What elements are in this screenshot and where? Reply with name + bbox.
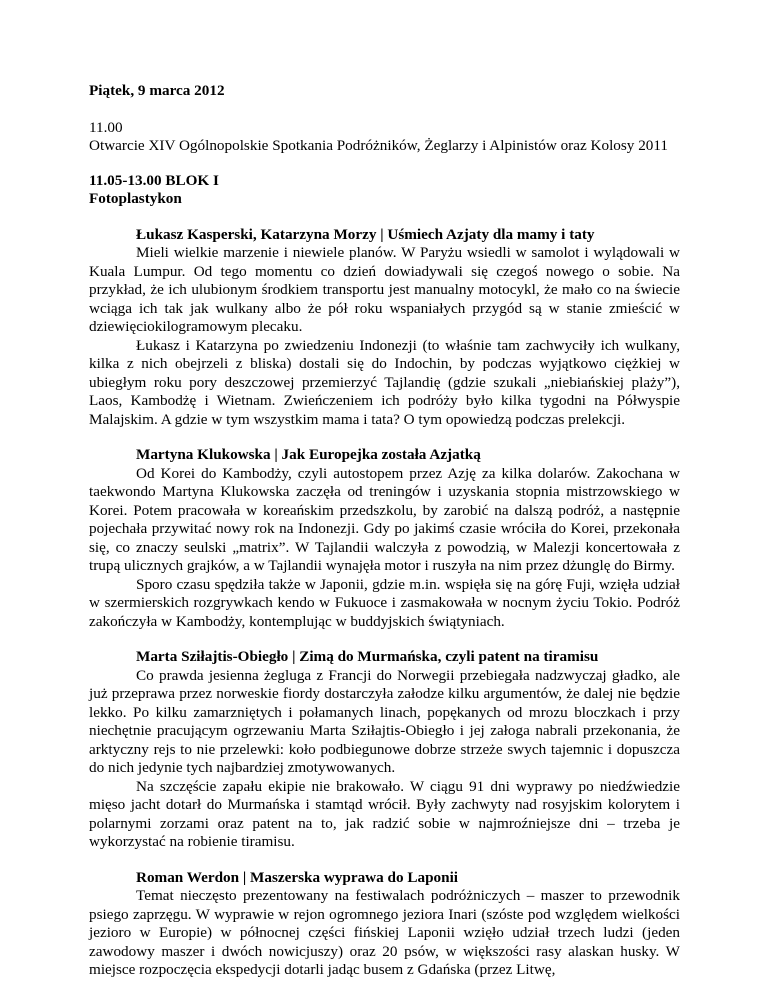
block-name: Fotoplastykon [89, 190, 182, 207]
entry-title: Łukasz Kasperski, Katarzyna Morzy | Uśmiech Azjaty dla mamy i taty [136, 225, 595, 243]
entry-title: Marta Sziłajtis-Obiegło | Zimą do Murmańska, czyli patent na tiramisu [136, 648, 599, 665]
document-page [89, 82, 680, 980]
entry-paragraph: Mieli wielkie marzenie i niewiele planów. W Paryżu wsiedli w samolot i wylądowali w Kuala Lumpur. Od tego momentu co dzień dowiadywali się czegoś nowego o sobie. Na przykład, że ich ulubionym środkiem transportu jest manualny motocykl, że mało co na świecie wciąga ich tak jak wulkany albo że pół roku wspaniałych przygód są w stanie zmieścić w dziewięciokilogramowym plecaku. [89, 244, 680, 335]
entry-werdon [89, 869, 680, 980]
entry-paragraph: Sporo czasu spędziła także w Japonii, gdzie m.in. wspięła się na górę Fuji, wzięła udział w szermierskich rozgrywkach kendo w Fukuoce i zasmakowała w nocnym życiu Tokio. Podróż zakończyła w Kambodży, kontemplując w buddyjskich świątyniach. [89, 575, 680, 630]
page-date: Piątek, 9 marca 2012 [89, 82, 225, 99]
entry-title: Martyna Klukowska | Jak Europejka została Azjatką [136, 446, 481, 463]
entry-paragraph: Na szczęście zapału ekipie nie brakowało. W ciągu 91 dni wyprawy po niedźwiedzie mięso jacht dotarł do Murmańska i stamtąd wrócił. Były zachwyty nad rosyjskim kolorytem i polarnymi zorzami oraz patent na to, jak radzić sobie w najmroźniejsze dni – trzeba je wykorzystać na robienie tiramisu. [89, 777, 680, 850]
entry-paragraph: Łukasz i Katarzyna po zwiedzeniu Indonezji (to właśnie tam zachwyciły ich wulkany, kilka z nich obejrzeli z bliska) dostali się do Indochin, by podczas wyjątkowo ciężkiej w ubiegłym roku pory deszczowej przemierzyć Tajlandię (gdzie szukali „niebiańskiej plaży”), Laos, Kambodżę i Wietnam. Zwieńczeniem ich podróży było kilka tygodni na Półwyspie Malajskim. A gdzie w tym wszystkim mama i tata? O tym opowiedzą podczas prelekcji. [89, 336, 680, 428]
entry-szilajtis-obieglo [89, 648, 680, 852]
opening-text: Otwarcie XIV Ogólnopolskie Spotkania Podróżników, Żeglarzy i Alpinistów oraz Kolosy 2011 [89, 137, 668, 154]
entry-klukowska [89, 446, 680, 631]
entry-paragraph: Co prawda jesienna żegluga z Francji do Norwegii przebiegała nadzwyczaj gładko, ale już przeprawa przez norweskie fiordy dostarczyła załodze kilku argumentów, że dalej nie będzie lekko. Po kilku zamarzniętych i połamanych linach, popękanych od mrozu bloczkach i przy niechętnie pracującym ogrzewaniu Marta Sziłajtis-Obiegło i jej załoga nabrali przekonania, że arktyczny rejs to nie przelewki: koło podbiegunowe dobrze strzeże swych tajemnic i dopuszcza do nich jedynie tych najbardziej zmotywowanych. [89, 666, 680, 776]
entry-title: Roman Werdon | Maszerska wyprawa do Laponii [136, 868, 459, 886]
block-time-label: 11.05-13.00 BLOK I [89, 171, 219, 189]
entry-paragraph: Od Korei do Kambodży, czyli autostopem przez Azję za kilka dolarów. Zakochana w taekwondo Martyna Klukowska zaczęła od treningów i uzyskania stopnia mistrzowskiego w Korei. Potem pracowała w koreańskim przedszkolu, by zarobić na dalszą podróż, a następnie pojechała przywitać nowy rok na Indonezji. Gdy po jakimś czasie wróciła do Korei, przekonała się, co znaczy seulski „matrix”. W Tajlandii walczyła z powodzią, w Malezji koncertowała z trupą ulicznych grajków, a w Tajlandii wynajęła motor i ruszyła na nim przez dżunglę do Birmy. [89, 464, 680, 574]
entry-paragraph: Temat nieczęsto prezentowany na festiwalach podróżniczych – maszer to przewodnik psiego zaprzęgu. W wyprawie w rejon ogromnego jeziora Inari (szóste pod względem wielkości jezioro w Europie) w północnej części fińskiej Laponii wzięło udział trzech ludzi (jeden zawodowy maszer i dwóch nowicjuszy) oraz 20 psów, w większości rasy alaskan husky. W miejsce rozpoczęcia ekspedycji dotarli jadąc busem z Gdańska (przez Litwę, [89, 887, 680, 978]
entry-kasperski-morzy [89, 226, 680, 430]
opening-time: 11.00 [89, 118, 123, 136]
